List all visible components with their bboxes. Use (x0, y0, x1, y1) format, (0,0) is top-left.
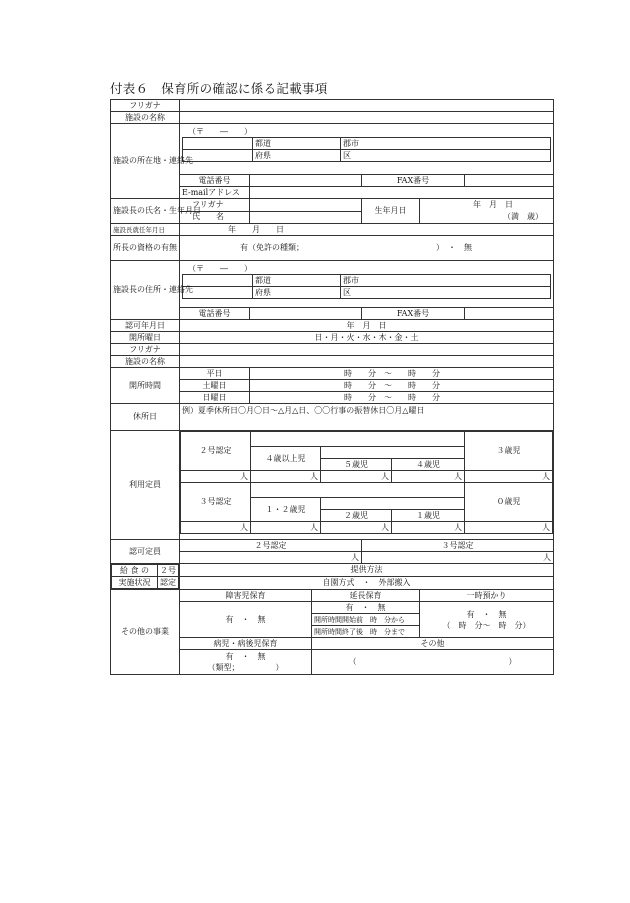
other-temporary-time: （ 時 分～ 時 分） (442, 620, 531, 630)
birthdate-field[interactable] (420, 199, 554, 224)
todofuken-2: 府県 (253, 150, 341, 162)
capacity-label: 利用定員 (111, 431, 180, 540)
gunshi-2: 区 (341, 150, 551, 162)
other-sick-label: 病児・病後児保育 (180, 638, 312, 650)
other-disability-value[interactable]: 有 ・ 無 (180, 602, 312, 638)
capacity-age12-unit[interactable]: 人 (251, 522, 321, 534)
facility-name2-row (111, 356, 554, 368)
qualification-row (111, 236, 554, 261)
capacity-age1-unit[interactable]: 人 (392, 522, 465, 534)
furigana-row (111, 100, 554, 112)
approval-date-field[interactable]: 年 月 日 (180, 320, 554, 332)
director-fax-field[interactable] (465, 308, 554, 320)
facility-address-field[interactable] (180, 124, 554, 175)
director-address-row (111, 261, 554, 308)
director-phone-label: 電話番号 (180, 308, 250, 320)
postal-code: （〒 ― ） (188, 127, 252, 136)
meals-label-2: 実施状況 (112, 577, 158, 589)
other-disability-label: 障害児保育 (180, 590, 312, 602)
furigana2-field[interactable] (180, 344, 554, 356)
capacity-age2-unit[interactable]: 人 (321, 522, 392, 534)
furigana-label: フリガナ (111, 100, 180, 112)
capacity-age5-unit[interactable]: 人 (321, 471, 392, 483)
saturday-label: 土曜日 (180, 380, 250, 392)
approval-date-row (111, 320, 554, 332)
approved-no3-label: ３号認定 (362, 540, 554, 552)
approved-capacity-label: 認可定員 (111, 540, 180, 564)
capacity-spacer-mid (321, 447, 465, 459)
email-label: E-mailアドレス (180, 187, 250, 199)
approved-no3-unit[interactable]: 人 (362, 552, 554, 564)
capacity-no2-unit[interactable]: 人 (181, 471, 251, 483)
director-name-sub-label: 氏 名 (180, 211, 250, 224)
director-start-field[interactable]: 年 月 日 (180, 224, 554, 236)
other-others-label: その他 (312, 638, 554, 650)
facility-name-label: 施設の名称 (111, 112, 180, 124)
director-name-field[interactable] (250, 211, 362, 224)
capacity-age4-label: ４歳児 (392, 459, 465, 471)
approval-date-label: 認可年月日 (111, 320, 180, 332)
saturday-hours-field[interactable]: 時 分 ～ 時 分 (250, 380, 554, 392)
open-days-label: 開所曜日 (111, 332, 180, 344)
facility-name2-field[interactable] (180, 356, 554, 368)
other-label: その他の事業 (111, 590, 180, 675)
todofuken-1: 都道 (253, 138, 341, 150)
fax-label: FAX番号 (362, 175, 465, 187)
meals-label-cell (111, 564, 180, 590)
other-header-row (111, 590, 554, 602)
director-gunshi-1: 郡市 (341, 275, 551, 287)
other-temporary-yes-no: 有 ・ 無 (466, 609, 507, 619)
facility-name-row (111, 112, 554, 124)
meals-row-1 (111, 564, 554, 577)
address-grid (182, 137, 551, 162)
other-sick-yes-no: 有 ・ 無 (225, 652, 266, 661)
facility-name-field[interactable] (180, 112, 554, 124)
facility-address-label: 施設の所在地・連絡先 (111, 124, 180, 199)
capacity-age5-label: ５歳児 (321, 459, 392, 471)
phone-label: 電話番号 (180, 175, 250, 187)
meals-method-value[interactable]: 自園方式 ・ 外部搬入 (180, 577, 554, 590)
capacity-spacer-top (251, 432, 465, 447)
capacity-age3-label: ３歳児 (465, 432, 553, 471)
sunday-label: 日曜日 (180, 392, 250, 404)
other-sick-type: （類型； ） (207, 663, 284, 672)
capacity-age4plus-label: ４歳以上児 (251, 447, 321, 471)
meals-label-grid (111, 564, 179, 589)
director-address-grid (182, 274, 551, 299)
open-days-row (111, 332, 554, 344)
other-others-value[interactable]: （ ） (312, 650, 554, 675)
capacity-age1-label: １歳児 (392, 510, 465, 522)
fax-field[interactable] (465, 175, 554, 187)
holidays-row (111, 404, 554, 431)
capacity-row (111, 431, 554, 540)
form-table (110, 99, 554, 675)
meals-cert-1: ２号 (158, 565, 179, 577)
facility-name2-label: 施設の名称 (111, 356, 180, 368)
facility-address-row (111, 124, 554, 175)
holidays-label: 休所日 (111, 404, 180, 431)
director-gunshi-2: 区 (341, 287, 551, 299)
approved-capacity-header-row (111, 540, 554, 552)
director-todofuken-2: 府県 (253, 287, 341, 299)
open-days-field[interactable]: 日・月・火・水・木・金・土 (180, 332, 554, 344)
capacity-age2-label: ２歳児 (321, 510, 392, 522)
other-temporary-label: 一時預かり (420, 590, 554, 602)
weekday-label: 平日 (180, 368, 250, 380)
director-start-label: 施設長就任年月日 (111, 224, 180, 236)
director-furigana-field[interactable] (250, 199, 362, 212)
meals-label-1: 給 食 の (112, 565, 158, 577)
page-title: 付表６ 保育所の確認に係る記載事項 (110, 81, 328, 96)
director-fax-label: FAX番号 (362, 308, 465, 320)
capacity-spacer-top-2 (251, 483, 465, 498)
weekday-hours-row (111, 368, 554, 380)
qualification-field[interactable]: 有（免許の種類； ） ・ 無 (180, 236, 554, 261)
director-start-row (111, 224, 554, 236)
birthdate-ymd: 年 月 日 (473, 200, 514, 209)
capacity-no2-label: ２号認定 (181, 432, 251, 471)
holidays-field[interactable]: 例）夏季休所日〇月〇日～△月△日、〇〇行事の振替休日〇月△曜日 (180, 404, 554, 431)
birthdate-age: （満 歳） (503, 212, 544, 221)
director-name-label: 施設長の氏名・生年月日 (111, 199, 180, 224)
furigana2-label: フリガナ (111, 344, 180, 356)
director-furigana-label: フリガナ (180, 199, 250, 212)
qualification-label: 所長の資格の有無 (111, 236, 180, 261)
weekday-hours-field[interactable]: 時 分 ～ 時 分 (250, 368, 554, 380)
director-todofuken-1: 都道 (253, 275, 341, 287)
capacity-age3-unit[interactable]: 人 (465, 471, 553, 483)
director-postal-code: （〒 ― ） (188, 264, 252, 273)
other-extended-end[interactable]: 開所時間終了後 時 分まで (312, 626, 420, 638)
gunshi-1: 郡市 (341, 138, 551, 150)
other-extended-start[interactable]: 開所時間開始前 時 分から (312, 614, 420, 626)
birthdate-label: 生年月日 (362, 199, 420, 224)
meals-cert-2: 認定 (158, 577, 179, 589)
other-sick-value[interactable] (180, 650, 312, 675)
capacity-age4plus-unit[interactable]: 人 (251, 471, 321, 483)
director-address-field[interactable] (180, 261, 554, 308)
furigana2-row (111, 344, 554, 356)
approved-no2-unit[interactable]: 人 (180, 552, 362, 564)
other-extended-yes-no[interactable]: 有 ・ 無 (312, 602, 420, 614)
capacity-age0-label: ０歳児 (465, 483, 553, 522)
capacity-age0-unit[interactable]: 人 (465, 522, 553, 534)
capacity-grid (180, 431, 553, 534)
director-address-label: 施設長の住所・連絡先 (111, 261, 180, 320)
capacity-spacer-mid-2 (321, 498, 465, 510)
capacity-age12-label: １・２歳児 (251, 498, 321, 522)
other-extended-label: 延長保育 (312, 590, 420, 602)
open-hours-label: 開所時間 (111, 368, 180, 404)
capacity-age4-unit[interactable]: 人 (392, 471, 465, 483)
furigana-field[interactable] (180, 100, 554, 112)
capacity-grid-cell (180, 431, 554, 540)
phone-field[interactable] (250, 175, 362, 187)
approved-no2-label: ２号認定 (180, 540, 362, 552)
other-temporary-value[interactable] (420, 602, 554, 638)
capacity-no3-label: ３号認定 (181, 483, 251, 522)
director-phone-field[interactable] (250, 308, 362, 320)
capacity-no3-unit[interactable]: 人 (181, 522, 251, 534)
email-field[interactable] (250, 187, 554, 199)
meals-method-label: 提供方法 (180, 564, 554, 577)
sunday-hours-field[interactable]: 時 分 ～ 時 分 (250, 392, 554, 404)
director-furigana-row (111, 199, 554, 212)
